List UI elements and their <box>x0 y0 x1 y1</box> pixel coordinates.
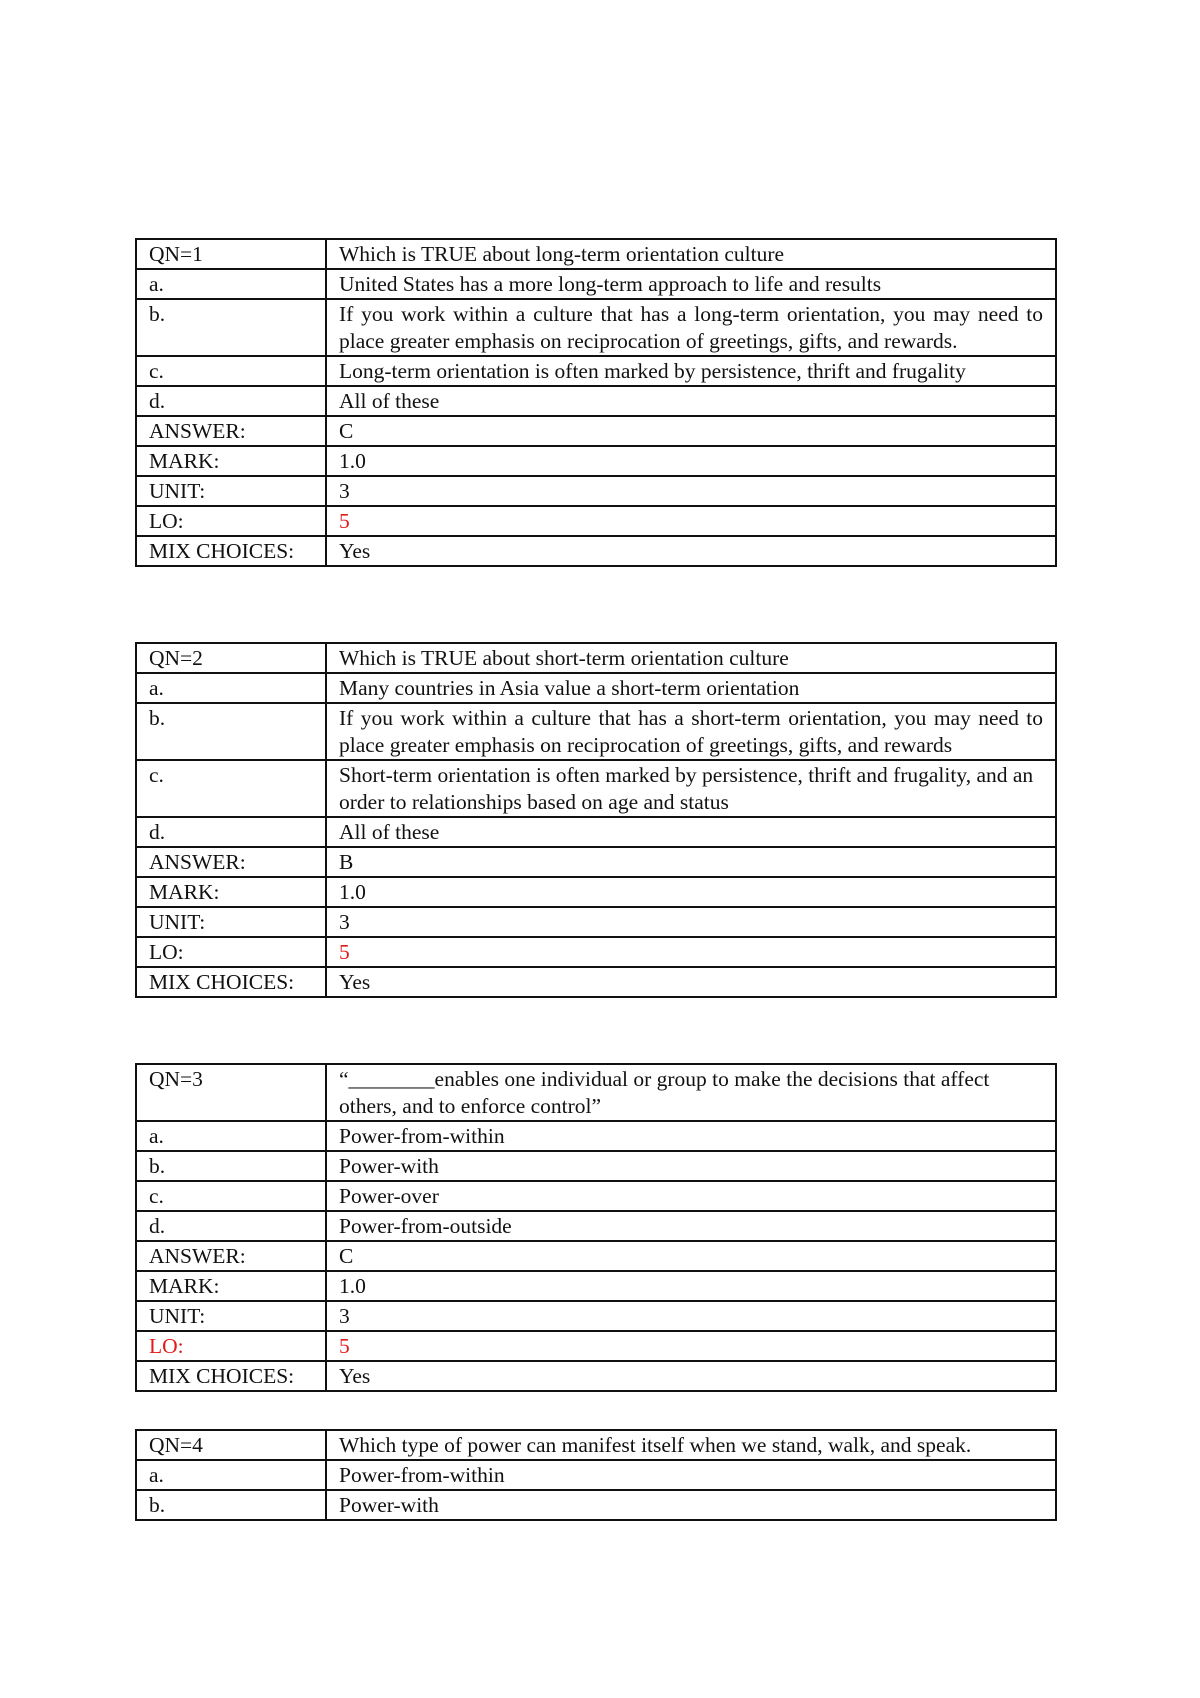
choice-row <box>136 1121 1056 1151</box>
question-row <box>136 1430 1056 1460</box>
answer-row <box>136 1241 1056 1271</box>
unit-value: 3 <box>326 907 1056 937</box>
mark-label: MARK: <box>136 1271 326 1301</box>
question-row <box>136 1064 1056 1121</box>
answer-label: ANSWER: <box>136 1241 326 1271</box>
choice-text: Many countries in Asia value a short-term orientation <box>326 673 1056 703</box>
mark-row <box>136 446 1056 476</box>
mark-value: 1.0 <box>326 1271 1056 1301</box>
lo-value: 5 <box>326 506 1056 536</box>
unit-label: UNIT: <box>136 1301 326 1331</box>
question-stem: Which type of power can manifest itself when we stand, walk, and speak. <box>326 1430 1056 1460</box>
choice-row <box>136 1181 1056 1211</box>
choice-key: a. <box>136 673 326 703</box>
choice-text: Power-from-within <box>326 1460 1056 1490</box>
choice-key: b. <box>136 1490 326 1520</box>
choice-row <box>136 269 1056 299</box>
qn-label: QN=4 <box>136 1430 326 1460</box>
lo-label: LO: <box>136 506 326 536</box>
mark-row <box>136 1271 1056 1301</box>
answer-row <box>136 847 1056 877</box>
choice-text: Short-term orientation is often marked by persistence, thrift and frugality, and an order to relationships based on age and status <box>326 760 1056 817</box>
question-stem: Which is TRUE about short-term orientation culture <box>326 643 1056 673</box>
question-table-3 <box>135 1063 1057 1392</box>
lo-row <box>136 937 1056 967</box>
choice-row <box>136 1151 1056 1181</box>
choice-text: Power-over <box>326 1181 1056 1211</box>
mark-label: MARK: <box>136 446 326 476</box>
mix-choices-row <box>136 1361 1056 1391</box>
choice-row <box>136 1460 1056 1490</box>
question-row <box>136 643 1056 673</box>
choice-row <box>136 703 1056 760</box>
choice-text: All of these <box>326 817 1056 847</box>
choice-key: d. <box>136 386 326 416</box>
answer-label: ANSWER: <box>136 416 326 446</box>
unit-label: UNIT: <box>136 476 326 506</box>
choice-text: United States has a more long-term approach to life and results <box>326 269 1056 299</box>
choice-row <box>136 1490 1056 1520</box>
choice-row <box>136 386 1056 416</box>
qn-label: QN=2 <box>136 643 326 673</box>
choice-key: d. <box>136 1211 326 1241</box>
unit-row <box>136 1301 1056 1331</box>
choice-text: If you work within a culture that has a short-term orientation, you may need to place greater emphasis on reciprocation of greetings, gifts, and rewards <box>326 703 1056 760</box>
choice-row <box>136 817 1056 847</box>
choice-text: Power-from-within <box>326 1121 1056 1151</box>
question-row <box>136 239 1056 269</box>
choice-text: Power-with <box>326 1490 1056 1520</box>
choice-row <box>136 299 1056 356</box>
unit-label: UNIT: <box>136 907 326 937</box>
choice-text: Power-from-outside <box>326 1211 1056 1241</box>
mix-choices-label: MIX CHOICES: <box>136 1361 326 1391</box>
lo-value: 5 <box>326 937 1056 967</box>
choice-text: All of these <box>326 386 1056 416</box>
mix-choices-row <box>136 536 1056 566</box>
choice-key: b. <box>136 299 326 356</box>
question-table-1 <box>135 238 1057 567</box>
question-table-2 <box>135 642 1057 998</box>
choice-key: c. <box>136 1181 326 1211</box>
choice-key: d. <box>136 817 326 847</box>
question-stem: Which is TRUE about long-term orientation culture <box>326 239 1056 269</box>
mix-choices-value: Yes <box>326 536 1056 566</box>
choice-row <box>136 760 1056 817</box>
question-stem: “________enables one individual or group to make the decisions that affect others, and to enforce control” <box>326 1064 1056 1121</box>
answer-value: C <box>326 416 1056 446</box>
answer-label: ANSWER: <box>136 847 326 877</box>
answer-value: C <box>326 1241 1056 1271</box>
mark-value: 1.0 <box>326 446 1056 476</box>
mark-value: 1.0 <box>326 877 1056 907</box>
lo-value: 5 <box>326 1331 1056 1361</box>
choice-key: a. <box>136 1121 326 1151</box>
choice-text: Power-with <box>326 1151 1056 1181</box>
choice-key: c. <box>136 356 326 386</box>
lo-label: LO: <box>136 1331 326 1361</box>
choice-key: b. <box>136 703 326 760</box>
choice-row <box>136 673 1056 703</box>
mix-choices-value: Yes <box>326 967 1056 997</box>
qn-label: QN=3 <box>136 1064 326 1121</box>
choice-text: If you work within a culture that has a long-term orientation, you may need to place greater emphasis on reciprocation of greetings, gifts, and rewards. <box>326 299 1056 356</box>
unit-row <box>136 476 1056 506</box>
unit-row <box>136 907 1056 937</box>
mix-choices-label: MIX CHOICES: <box>136 967 326 997</box>
choice-key: a. <box>136 269 326 299</box>
choice-key: a. <box>136 1460 326 1490</box>
choice-row <box>136 1211 1056 1241</box>
mark-label: MARK: <box>136 877 326 907</box>
answer-value: B <box>326 847 1056 877</box>
answer-row <box>136 416 1056 446</box>
lo-label: LO: <box>136 937 326 967</box>
lo-row <box>136 506 1056 536</box>
qn-label: QN=1 <box>136 239 326 269</box>
mix-choices-row <box>136 967 1056 997</box>
unit-value: 3 <box>326 1301 1056 1331</box>
mark-row <box>136 877 1056 907</box>
choice-key: b. <box>136 1151 326 1181</box>
unit-value: 3 <box>326 476 1056 506</box>
choice-row <box>136 356 1056 386</box>
question-table-4 <box>135 1429 1057 1521</box>
choice-text: Long-term orientation is often marked by persistence, thrift and frugality <box>326 356 1056 386</box>
mix-choices-value: Yes <box>326 1361 1056 1391</box>
lo-row <box>136 1331 1056 1361</box>
mix-choices-label: MIX CHOICES: <box>136 536 326 566</box>
choice-key: c. <box>136 760 326 817</box>
